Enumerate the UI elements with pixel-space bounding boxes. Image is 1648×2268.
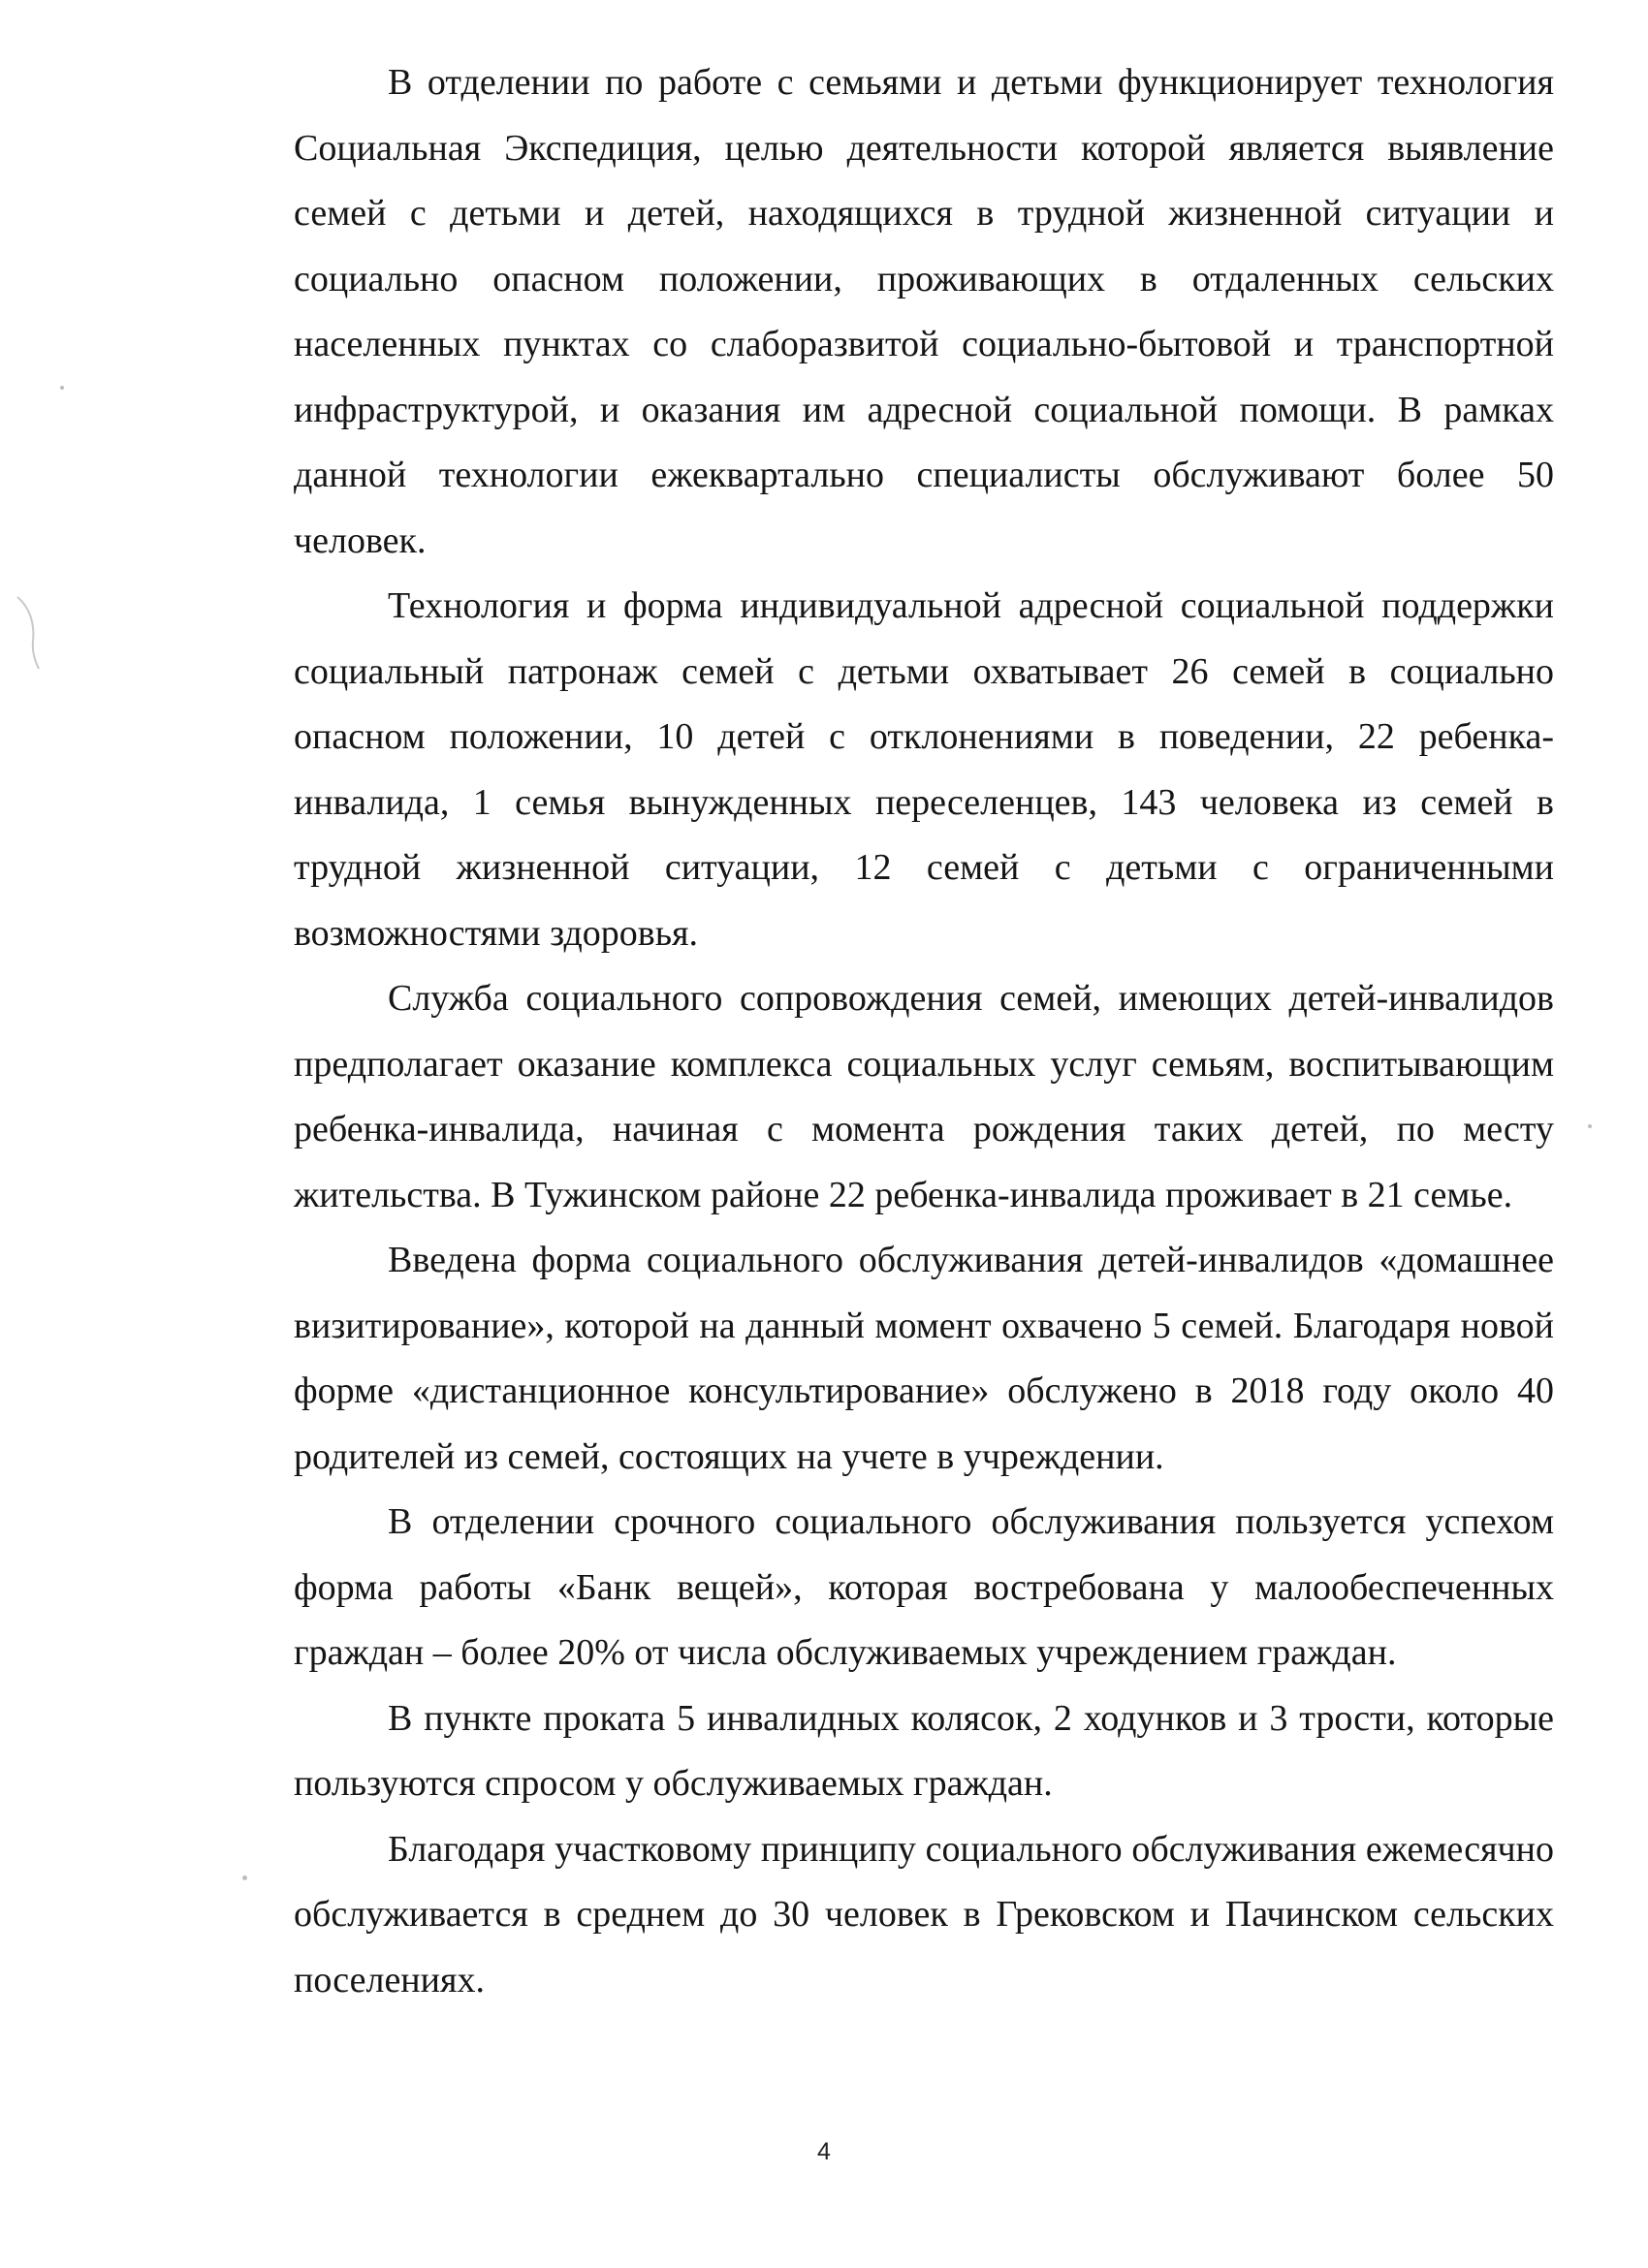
body-text [294,50,1554,2013]
scan-edge-mark [10,593,48,671]
scan-speck [1588,1124,1592,1128]
paragraph-things-bank: В отделении срочного социального обслуживания пользуется успехом форма работы «Банк вещей», которая востребована у малообеспеченных граждан – более 20% от числа обслуживаемых учреждением граждан. [294,1501,1554,1673]
paragraph-home-visiting: Введена форма социального обслуживания детей-инвалидов «домашнее визитирование», которой на данный момент охвачено 5 семей. Благодаря новой форме «дистанционное консультирование» обслужено в 2018 году около 40 родителей из семей, состоящих на учете в учреждении. [294,1240,1554,1477]
paragraph-rental-point: В пункте проката 5 инвалидных колясок, 2 ходунков и 3 трости, которые пользуются спросом у обслуживаемых граждан. [294,1697,1554,1804]
paragraph-support-service: Служба социального сопровождения семей, имеющих детей-инвалидов предполагает оказание комплекса социальных услуг семьям, воспитывающим ребенка-инвалида, начиная с момента рождения таких детей, по месту жительства. В Тужинском районе 22 ребенка-инвалида проживает в 21 семье. [294,978,1554,1215]
paragraph-district-principle: Благодаря участковому принципу социального обслуживания ежемесячно обслуживается в среднем до 30 человек в Грековском и Пачинском сельских поселениях. [294,1828,1554,2000]
paragraph-social-patronage: Технология и форма индивидуальной адресной социальной поддержки социальный патронаж семей с детьми охватывает 26 семей в социально опасном положении, 10 детей с отклонениями в поведении, 22 ребенка-инвалида, 1 семья вынужденных переселенцев, 143 человека из семей в трудной жизненной ситуации, 12 семей с детьми с ограниченными возможностями здоровья. [294,585,1554,954]
scan-speck [242,1875,247,1880]
scan-speck [60,386,64,390]
paragraph-social-expedition: В отделении по работе с семьями и детьми функционирует технология Социальная Экспедиция, целью деятельности которой является выявление семей с детьми и детей, находящихся в трудной жизненной ситуации и социально опасном положении, проживающих в отдаленных сельских населенных пунктах со слаборазвитой социально-бытовой и транспортной инфраструктурой, и оказания им адресной социальной помощи. В рамках данной технологии ежеквартально специалисты обслуживают более 50 человек. [294,62,1554,561]
page-number: 4 [817,2138,831,2165]
